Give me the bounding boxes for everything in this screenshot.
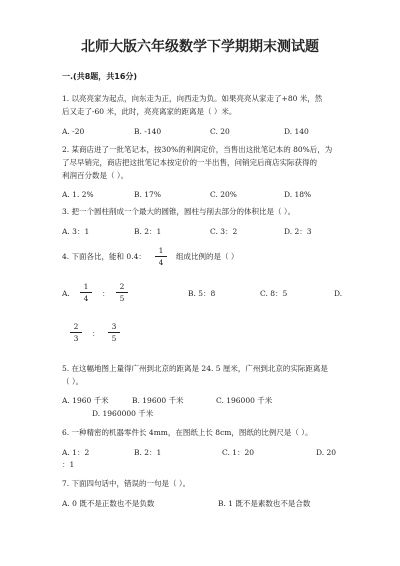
question-2-option-a: A. 1. 2% <box>62 190 94 199</box>
fraction-denominator: 3 <box>73 334 79 343</box>
question-7-option-a: A. 0 既不是正数也不是负数 <box>62 499 155 508</box>
question-6-option-d: D. 20 <box>316 448 337 457</box>
section-heading: 一.(共8题，共16分) <box>62 72 138 81</box>
question-2-line-2: 了尽早销完，商店把这批笔记本按定价的一半出售，问销完后商店实际获得的 <box>62 158 317 167</box>
question-5-option-a: A. 1960 千米 <box>62 396 109 405</box>
question-2-line-3: 利润百分数是（ ）。 <box>62 171 129 180</box>
fraction-bar <box>155 256 167 257</box>
fraction-denominator: 4 <box>83 294 89 303</box>
question-6-line-1: 6. 一种精密的机器零件长 4mm，在图纸上长 8cm，图纸的比例尺是（ ）。 <box>62 428 313 437</box>
page-title: 北师大版六年级数学下学期期末测试题 <box>81 39 319 55</box>
question-4-option-b: B. 5：8 <box>188 289 216 298</box>
question-4-option-d-fraction-1 <box>70 322 82 343</box>
question-1-option-b: B. -140 <box>134 127 162 136</box>
question-4-stem-fraction <box>155 246 167 267</box>
question-2-option-c: C. 20% <box>210 190 237 199</box>
question-2-option-d: D. 18% <box>284 190 312 199</box>
fraction-bar <box>108 332 120 333</box>
question-1-line-2: 后又走了-60 米，此时，亮亮离家的距离是（ ）米。 <box>62 107 237 116</box>
fraction-denominator: 5 <box>119 294 125 303</box>
fraction-bar <box>80 292 92 293</box>
question-7-option-b: B. 1 既不是素数也不是合数 <box>218 499 311 508</box>
question-4-option-d-fraction-2 <box>108 322 120 343</box>
question-5-option-d: D. 1960000 千米 <box>92 409 154 418</box>
question-4-option-d-label: D. <box>334 289 343 298</box>
question-3-line-1: 3. 把一个圆柱削成一个最大的圆锥，圆柱与削去部分的体积比是（ ）。 <box>62 207 296 216</box>
question-4-option-a-label: A. <box>62 289 70 298</box>
question-4-stem-end: 组成比例的是（ ） <box>176 252 239 261</box>
fraction-bar <box>70 332 82 333</box>
fraction-numerator: 1 <box>83 282 89 291</box>
fraction-numerator: 3 <box>111 322 117 331</box>
question-4-option-a-separator: ： <box>102 289 110 298</box>
question-6-option-c: C. 1：20 <box>222 448 255 457</box>
question-4-option-a-fraction-2 <box>116 282 128 303</box>
question-2-line-1: 2. 某商店进了一批笔记本，按30%的利润定价，当售出这批笔记本的 80%后，为 <box>62 145 333 154</box>
question-5-option-b: B. 19600 千米 <box>132 396 184 405</box>
question-4-option-c: C. 8：5 <box>260 289 288 298</box>
question-5-line-1: 5. 在这幅地图上量得广州到北京的距离是 24. 5 厘米，广州到北京的实际距离是 <box>62 364 328 373</box>
question-3-option-c: C. 3：2 <box>210 227 238 236</box>
question-1-option-a: A. -20 <box>62 127 85 136</box>
fraction-numerator: 2 <box>119 282 125 291</box>
question-1-line-1: 1. 以亮亮家为起点，向东走为正，向西走为负。如果亮亮从家走了+80 米，然 <box>62 94 323 103</box>
question-6-option-b: B. 2：1 <box>134 448 162 457</box>
question-6-option-a: A. 1：2 <box>62 448 90 457</box>
question-3-option-a: A. 3：1 <box>62 227 90 236</box>
question-5-option-c: C. 196000 千米 <box>216 396 273 405</box>
question-2-option-b: B. 17% <box>134 190 161 199</box>
question-4-option-d-separator: ： <box>92 329 100 338</box>
question-3-option-b: B. 2：1 <box>134 227 162 236</box>
question-1-option-d: D. 140 <box>284 127 309 136</box>
fraction-numerator: 1 <box>158 246 164 255</box>
question-4-option-a-fraction-1 <box>80 282 92 303</box>
fraction-bar <box>116 292 128 293</box>
fraction-denominator: 4 <box>158 258 164 267</box>
question-7-line-1: 7. 下面四句话中，错误的一句是（ ）。 <box>62 479 191 488</box>
question-4-stem: 4. 下面各比，能和 0.4： <box>62 252 146 261</box>
fraction-numerator: 2 <box>73 322 79 331</box>
question-3-option-d: D. 2：3 <box>284 227 312 236</box>
question-5-line-2: （ ）。 <box>62 377 84 386</box>
fraction-denominator: 5 <box>111 334 117 343</box>
question-1-option-c: C. 20 <box>210 127 230 136</box>
question-6-option-d-continued: ：1 <box>62 460 75 469</box>
